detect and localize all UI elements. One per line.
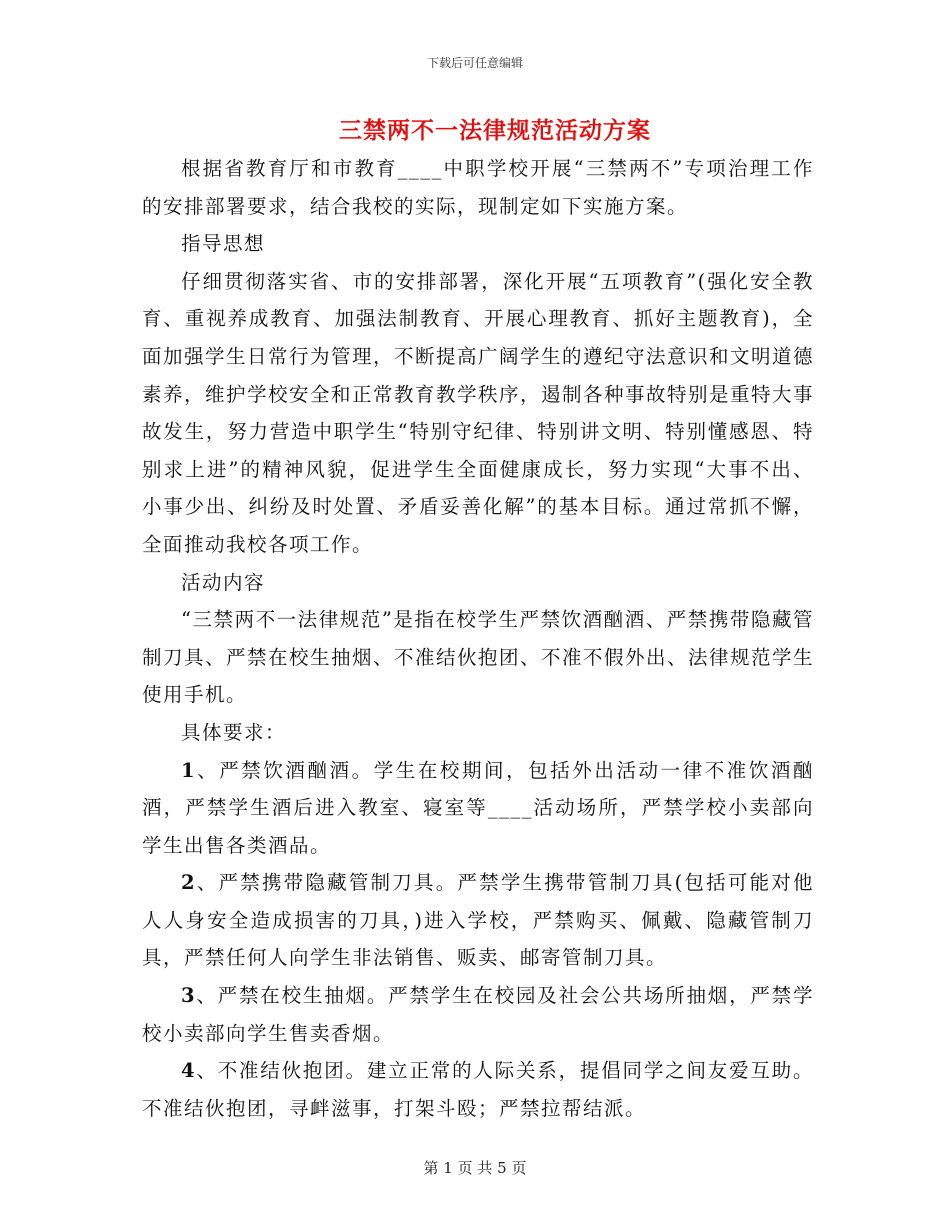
guiding-heading: 指导思想	[181, 232, 266, 256]
content-paragraph: “三禁两不一法律规范”是指在校学生严禁饮酒酗酒、严禁携带隐藏管制刀具、严禁在校生抽烟、不准结伙抱团、不准不假外出、法律规范学生使用手机。	[142, 608, 815, 707]
requirement-item-3	[142, 977, 814, 1052]
requirement-item-2	[142, 864, 814, 977]
document-body	[142, 150, 814, 1127]
requirement-text: 、严禁携带隐藏管制刀具。严禁学生携带管制刀具(包括可能对他人人身安全造成损害的刀具，)进入学校，严禁购买、佩戴、隐藏管制刀具，严禁任何人向学生非法销售、贩卖、邮寄管制刀具。	[142, 871, 814, 970]
guiding-paragraph: 仔细贯彻落实省、市的安排部署，深化开展“五项教育”(强化安全教育、重视养成教育、加强法制教育、开展心理教育、抓好主题教育)，全面加强学生日常行为管理，不断提高广阔学生的遵纪守法意识和文明道德素养，维护学校安全和正常教育教学秩序，遏制各种事故特别是重特大事故发生，努力营造中职学生“特别守纪律、特别讲文明、特别懂感恩、特别求上进”的精神风貌，促进学生全面健康成长，努力实现“大事不出、小事少出、纠纷及时处置、矛盾妥善化解”的基本目标。通过常抓不懈，全面推动我校各项工作。	[142, 269, 815, 556]
content-heading: 活动内容	[181, 570, 266, 594]
requirement-text: 、严禁饮酒酗酒。学生在校期间，包括外出活动一律不准饮酒酗酒，严禁学生酒后进入教室、寝室等____活动场所，严禁学校小卖部向学生出售各类酒品。	[142, 758, 814, 857]
requirement-item-1	[142, 752, 814, 865]
header-note: 下载后可任意编辑	[426, 56, 523, 70]
document-title: 三禁两不一法律规范活动方案	[339, 117, 651, 144]
requirement-number: 3	[181, 984, 197, 1008]
intro-paragraph: 根据省教育厅和市教育____中职学校开展“三禁两不”专项治理工作的安排部署要求，结合我校的实际，现制定如下实施方案。	[142, 157, 814, 218]
requirement-text: 、严禁在校生抽烟。严禁学生在校园及社会公共场所抽烟，严禁学校小卖部向学生售卖香烟。	[142, 984, 814, 1045]
requirements-heading: 具体要求：	[181, 720, 287, 744]
page-footer: 第 1 页 共 5 页	[423, 1159, 527, 1177]
requirement-number: 4	[181, 1059, 197, 1083]
requirement-item-4	[142, 1052, 814, 1127]
requirement-text: 、不准结伙抱团。建立正常的人际关系，提倡同学之间友爱互助。不准结伙抱团，寻衅滋事，打架斗殴；严禁拉帮结派。	[142, 1059, 814, 1120]
requirement-number: 2	[181, 871, 197, 895]
requirement-number: 1	[181, 758, 197, 782]
